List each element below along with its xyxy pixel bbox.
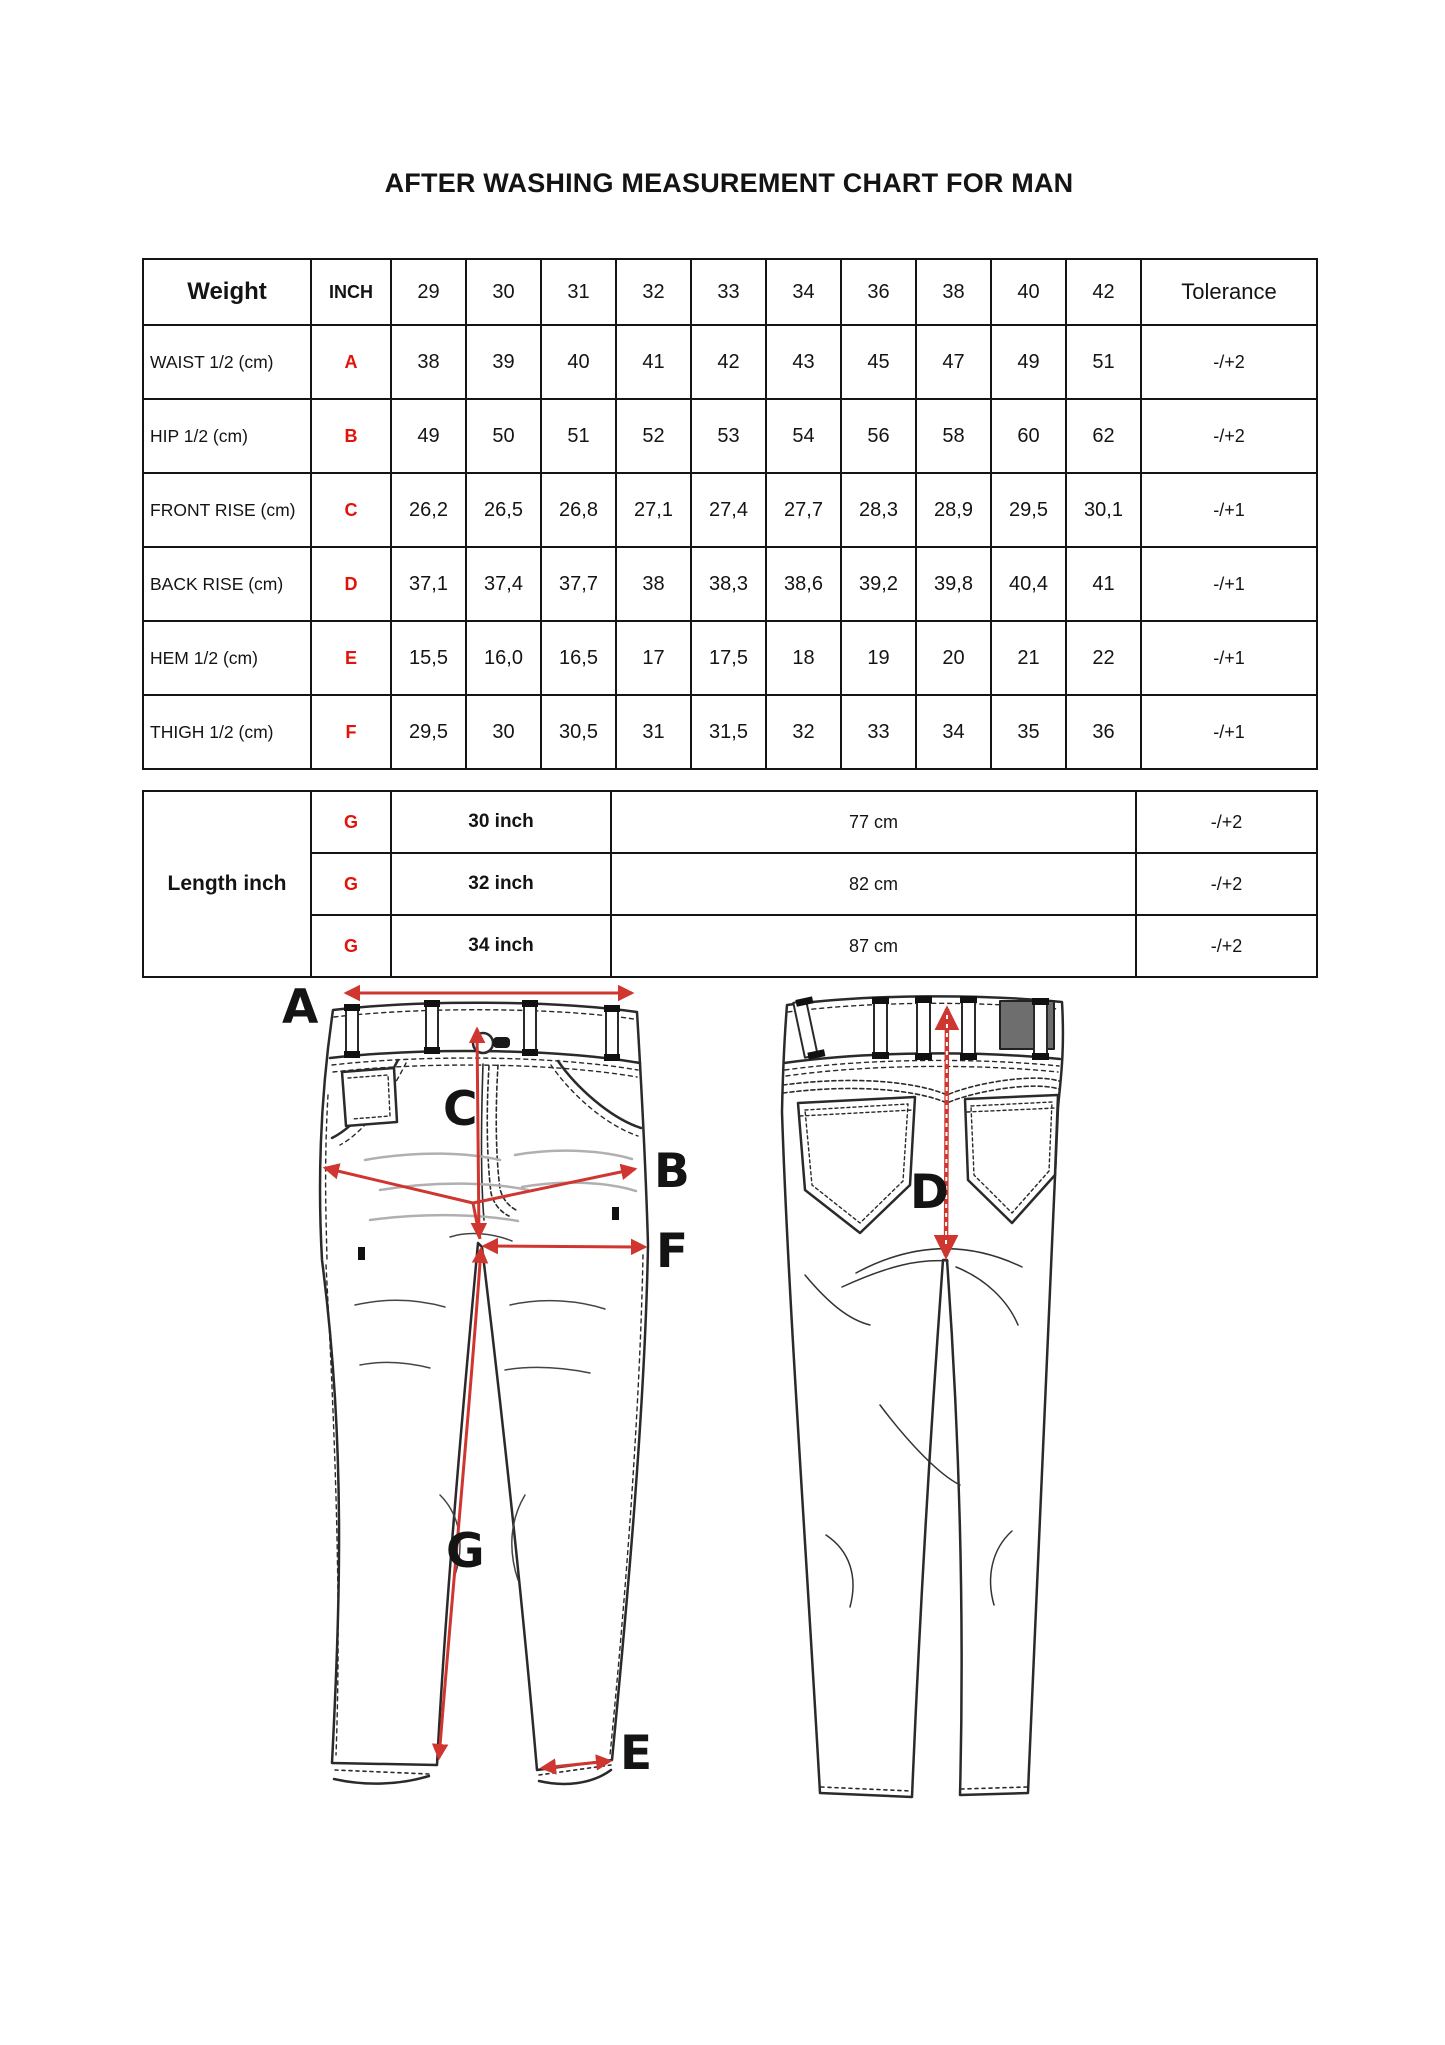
tolerance-cell: -/+1	[1141, 473, 1317, 547]
value-cell: 34	[916, 695, 991, 769]
value-cell: 37,7	[541, 547, 616, 621]
value-cell: 31	[616, 695, 691, 769]
value-cell: 54	[766, 399, 841, 473]
value-cell: 49	[391, 399, 466, 473]
table-row-back-rise	[143, 547, 1317, 621]
value-cell: 38,6	[766, 547, 841, 621]
label-a: A	[282, 980, 319, 1035]
value-cell: 39	[466, 325, 541, 399]
corner-header-cell: Weight	[143, 259, 311, 325]
value-cell: 51	[541, 399, 616, 473]
value-cell: 35	[991, 695, 1066, 769]
label-f: F	[656, 1224, 689, 1279]
jeans-back-view	[782, 996, 1063, 1797]
page-title: AFTER WASHING MEASUREMENT CHART FOR MAN	[384, 168, 1074, 198]
size-header-cell: 31	[541, 259, 616, 325]
value-cell: 27,7	[766, 473, 841, 547]
value-cell: 37,4	[466, 547, 541, 621]
value-cell: 41	[616, 325, 691, 399]
value-cell: 51	[1066, 325, 1141, 399]
value-cell: 26,2	[391, 473, 466, 547]
value-cell: 30,5	[541, 695, 616, 769]
value-cell: 16,5	[541, 621, 616, 695]
value-cell: 37,1	[391, 547, 466, 621]
value-cell: 39,2	[841, 547, 916, 621]
tolerance-cell: -/+1	[1141, 621, 1317, 695]
letter-cell: D	[311, 547, 391, 621]
value-cell: 49	[991, 325, 1066, 399]
value-cell: 29,5	[991, 473, 1066, 547]
value-cell: 31,5	[691, 695, 766, 769]
value-cell: 56	[841, 399, 916, 473]
size-header-cell: 36	[841, 259, 916, 325]
value-cell: 47	[916, 325, 991, 399]
value-cell: 26,5	[466, 473, 541, 547]
row-label-cell: HEM 1/2 (cm)	[143, 621, 311, 695]
size-header-cell: 34	[766, 259, 841, 325]
tolerance-cell: -/+2	[1136, 853, 1317, 915]
letter-cell: A	[311, 325, 391, 399]
label-d: D	[910, 1165, 950, 1220]
tolerance-cell: -/+2	[1136, 915, 1317, 977]
value-cell: 32	[766, 695, 841, 769]
label-e: E	[620, 1726, 653, 1781]
size-header-cell: 38	[916, 259, 991, 325]
value-cell: 45	[841, 325, 916, 399]
length-table	[142, 790, 1318, 978]
size-header-cell: 30	[466, 259, 541, 325]
length-row-30	[143, 791, 1317, 853]
value-cell: 19	[841, 621, 916, 695]
value-cell: 30	[466, 695, 541, 769]
table-row-thigh	[143, 695, 1317, 769]
length-size-cell: 34 inch	[391, 915, 611, 977]
value-cell: 18	[766, 621, 841, 695]
table-row-hem	[143, 621, 1317, 695]
value-cell: 33	[841, 695, 916, 769]
table-row-waist	[143, 325, 1317, 399]
label-c: C	[443, 1082, 478, 1137]
value-cell: 53	[691, 399, 766, 473]
value-cell: 29,5	[391, 695, 466, 769]
row-label-cell: FRONT RISE (cm)	[143, 473, 311, 547]
table-row-hip	[143, 399, 1317, 473]
length-value-cell: 87 cm	[611, 915, 1136, 977]
size-header-cell: 42	[1066, 259, 1141, 325]
size-header-cell: 29	[391, 259, 466, 325]
value-cell: 58	[916, 399, 991, 473]
tolerance-cell: -/+1	[1141, 547, 1317, 621]
tolerance-cell: -/+1	[1141, 695, 1317, 769]
length-size-cell: 30 inch	[391, 791, 611, 853]
button-tab	[493, 1037, 510, 1048]
value-cell: 38	[616, 547, 691, 621]
value-cell: 36	[1066, 695, 1141, 769]
size-measurement-table	[142, 258, 1318, 770]
value-cell: 40	[541, 325, 616, 399]
table-row-front-rise	[143, 473, 1317, 547]
value-cell: 38,3	[691, 547, 766, 621]
row-label-cell: THIGH 1/2 (cm)	[143, 695, 311, 769]
value-cell: 41	[1066, 547, 1141, 621]
length-size-cell: 32 inch	[391, 853, 611, 915]
value-cell: 27,1	[616, 473, 691, 547]
value-cell: 43	[766, 325, 841, 399]
value-cell: 62	[1066, 399, 1141, 473]
jeans-measurement-diagram	[260, 975, 1090, 1845]
label-b: B	[654, 1144, 690, 1199]
tolerance-cell: -/+2	[1141, 325, 1317, 399]
letter-cell: F	[311, 695, 391, 769]
row-label-cell: BACK RISE (cm)	[143, 547, 311, 621]
value-cell: 21	[991, 621, 1066, 695]
value-cell: 52	[616, 399, 691, 473]
length-row-32	[143, 853, 1317, 915]
size-header-cell: 32	[616, 259, 691, 325]
letter-cell: B	[311, 399, 391, 473]
value-cell: 39,8	[916, 547, 991, 621]
value-cell: 28,3	[841, 473, 916, 547]
letter-cell: G	[311, 791, 391, 853]
letter-cell: C	[311, 473, 391, 547]
value-cell: 15,5	[391, 621, 466, 695]
row-label-cell: HIP 1/2 (cm)	[143, 399, 311, 473]
value-cell: 22	[1066, 621, 1141, 695]
size-table-header-row	[143, 259, 1317, 325]
length-row-34	[143, 915, 1317, 977]
letter-cell: E	[311, 621, 391, 695]
size-header-cell: 40	[991, 259, 1066, 325]
tolerance-cell: -/+2	[1141, 399, 1317, 473]
size-header-cell: 33	[691, 259, 766, 325]
value-cell: 17,5	[691, 621, 766, 695]
value-cell: 42	[691, 325, 766, 399]
value-cell: 26,8	[541, 473, 616, 547]
unit-header-cell: INCH	[311, 259, 391, 325]
value-cell: 27,4	[691, 473, 766, 547]
tolerance-header-cell: Tolerance	[1141, 259, 1317, 325]
value-cell: 50	[466, 399, 541, 473]
value-cell: 17	[616, 621, 691, 695]
label-g: G	[446, 1524, 485, 1579]
value-cell: 38	[391, 325, 466, 399]
value-cell: 60	[991, 399, 1066, 473]
value-cell: 20	[916, 621, 991, 695]
value-cell: 30,1	[1066, 473, 1141, 547]
jeans-front-view	[320, 1000, 648, 1784]
value-cell: 28,9	[916, 473, 991, 547]
length-value-cell: 82 cm	[611, 853, 1136, 915]
letter-cell: G	[311, 853, 391, 915]
value-cell: 40,4	[991, 547, 1066, 621]
length-value-cell: 77 cm	[611, 791, 1136, 853]
row-label-cell: WAIST 1/2 (cm)	[143, 325, 311, 399]
measure-arrow-f	[484, 1246, 645, 1247]
letter-cell: G	[311, 915, 391, 977]
tolerance-cell: -/+2	[1136, 791, 1317, 853]
length-group-label-cell: Length inch	[143, 791, 311, 977]
value-cell: 16,0	[466, 621, 541, 695]
